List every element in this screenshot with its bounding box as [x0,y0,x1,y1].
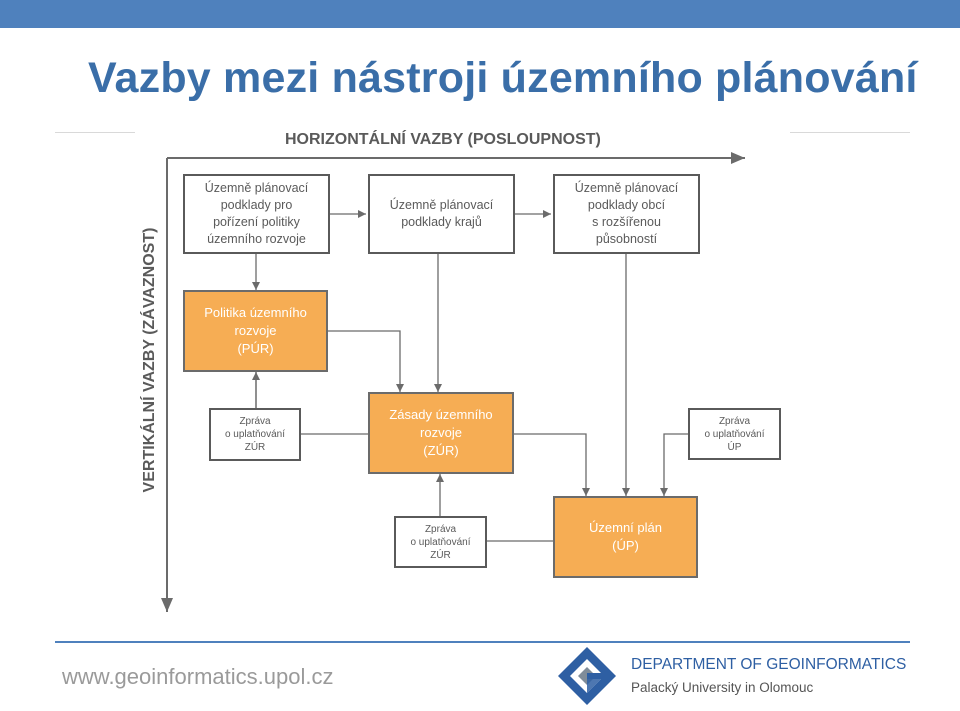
footer-divider [55,641,910,643]
box-upp-obci-text: Územně plánovací podklady obcí s rozšířenou působností [574,181,679,246]
department-name: DEPARTMENT OF GEOINFORMATICS [631,656,907,673]
box-pur-text: Politika územního rozvoje (PÚR) [204,305,307,356]
horizontal-axis-label: HORIZONTÁLNÍ VAZBY (POSLOUPNOST) [285,131,601,148]
university-name: Palacký University in Olomouc [631,680,814,695]
box-upp-kraju [368,174,515,254]
box-zur [368,392,514,474]
box-upp-pur [183,174,330,254]
box-zprava-up-text: Zpráva o uplatňování ÚP [704,415,765,453]
box-upp-pur-text: Územně plánovací podklady pro pořízení politiky územního rozvoje [204,181,309,246]
box-zprava-zur-bottom [394,516,487,568]
box-zprava-zur-bottom-text: Zpráva o uplatňování ZÚR [410,523,471,561]
slide-title: Vazby mezi nástroji územního plánování [88,54,918,102]
link-zprava-up-to-up [664,434,688,496]
box-zprava-zur-left-text: Zpráva o uplatňování ZÚR [224,416,286,453]
box-zprava-up [688,408,781,460]
box-up [553,496,698,578]
box-pur [183,290,328,372]
vertical-axis-label: VERTIKÁLNÍ VAZBY (ZÁVAZNOST) [141,227,158,493]
upol-diamond-logo-icon [556,645,618,707]
link-zur-to-up [514,434,586,496]
box-zur-text: Zásady územního rozvoje (ZÚR) [389,407,493,458]
box-zprava-zur-left [209,408,301,461]
footer-url[interactable]: www.geoinformatics.upol.cz [62,664,334,689]
box-up-text: Územní plán (ÚP) [589,520,662,553]
box-upp-obci [553,174,700,254]
link-pur-to-zur [328,331,400,392]
box-upp-kraju-text: Územně plánovací podklady krajů [389,198,494,229]
